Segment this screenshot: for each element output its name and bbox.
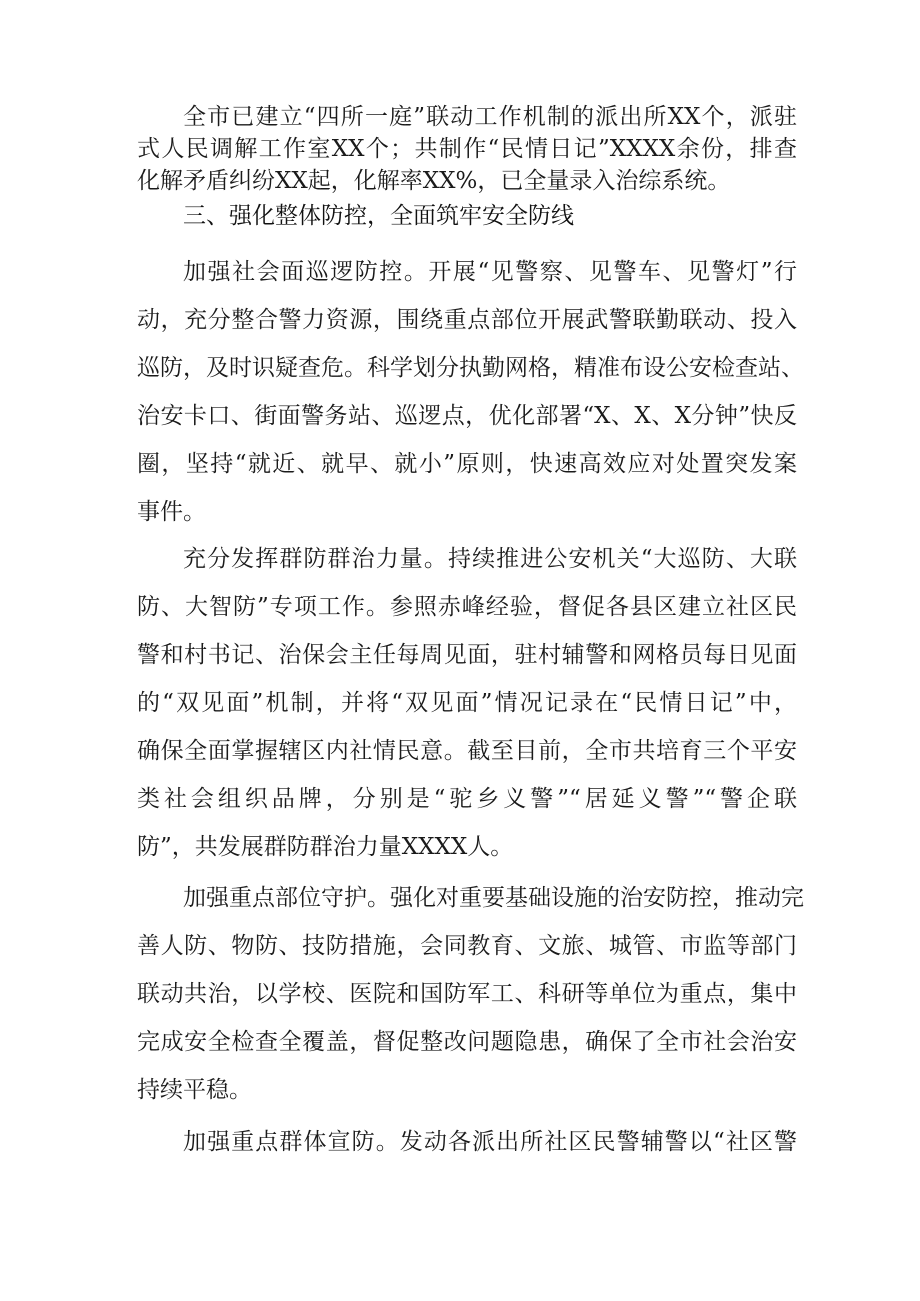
section-heading: 三、强化整体防控，全面筑牢安全防线 (183, 203, 574, 229)
paragraph-3-line-1: 充分发挥群防群治力量。持续推进公安机关“大巡防、大联 (183, 546, 797, 572)
paragraph-4-line-3: 联动共治，以学校、医院和国防军工、科研等单位为重点，集中 (137, 981, 797, 1007)
paragraph-1-line-1: 全市已建立“四所一庭”联动工作机制的派出所XX个，派驻 (183, 104, 797, 130)
paragraph-2-line-2: 动，充分整合警力资源，围绕重点部位开展武警联勤联动、投入 (137, 307, 797, 333)
paragraph-2-line-3: 巡防，及时识疑查危。科学划分执勤网格，精准布设公安检查站、 (137, 355, 804, 381)
paragraph-2-line-5: 圈，坚持“就近、就早、就小”原则，快速高效应对处置突发案 (137, 451, 797, 477)
paragraph-4-line-5: 持续平稳。 (137, 1077, 252, 1103)
paragraph-4-line-2: 善人防、物防、技防措施，会同教育、文旅、城管、市监等部门 (137, 933, 797, 959)
paragraph-4-line-1: 加强重点部位守护。强化对重要基础设施的治安防控，推动完 (183, 885, 804, 911)
paragraph-3-line-7: 防”，共发展群防群治力量XXXX人。 (137, 834, 514, 860)
paragraph-2-line-4: 治安卡口、街面警务站、巡逻点，优化部署“X、X、X分钟”快反 (137, 403, 797, 429)
paragraph-5-line-1: 加强重点群体宣防。发动各派出所社区民警辅警以“社区警 (183, 1129, 797, 1155)
paragraph-3-line-2: 防、大智防”专项工作。参照赤峰经验，督促各县区建立社区民 (137, 594, 797, 620)
paragraph-3-line-3: 警和村书记、治保会主任每周见面，驻村辅警和网格员每日见面 (137, 642, 797, 668)
paragraph-1-line-3: 化解矛盾纠纷XX起，化解率XX%，已全量录入治综系统。 (137, 168, 731, 194)
paragraph-2-line-1: 加强社会面巡逻防控。开展“见警察、见警车、见警灯”行 (183, 259, 797, 285)
paragraph-3-line-4: 的“双见面”机制，并将“双见面”情况记录在“民情日记”中， (137, 690, 797, 716)
paragraph-4-line-4: 完成安全检查全覆盖，督促整改问题隐患，确保了全市社会治安 (137, 1029, 797, 1055)
paragraph-1-line-2: 式人民调解工作室XX个；共制作“民情日记”XXXX余份，排查 (137, 136, 797, 162)
paragraph-3-line-6: 类社会组织品牌，分别是“驼乡义警”“居延义警”“警企联 (137, 786, 797, 812)
paragraph-3-line-5: 确保全面掌握辖区内社情民意。截至目前，全市共培育三个平安 (137, 738, 797, 764)
paragraph-2-line-6: 事件。 (137, 499, 206, 525)
